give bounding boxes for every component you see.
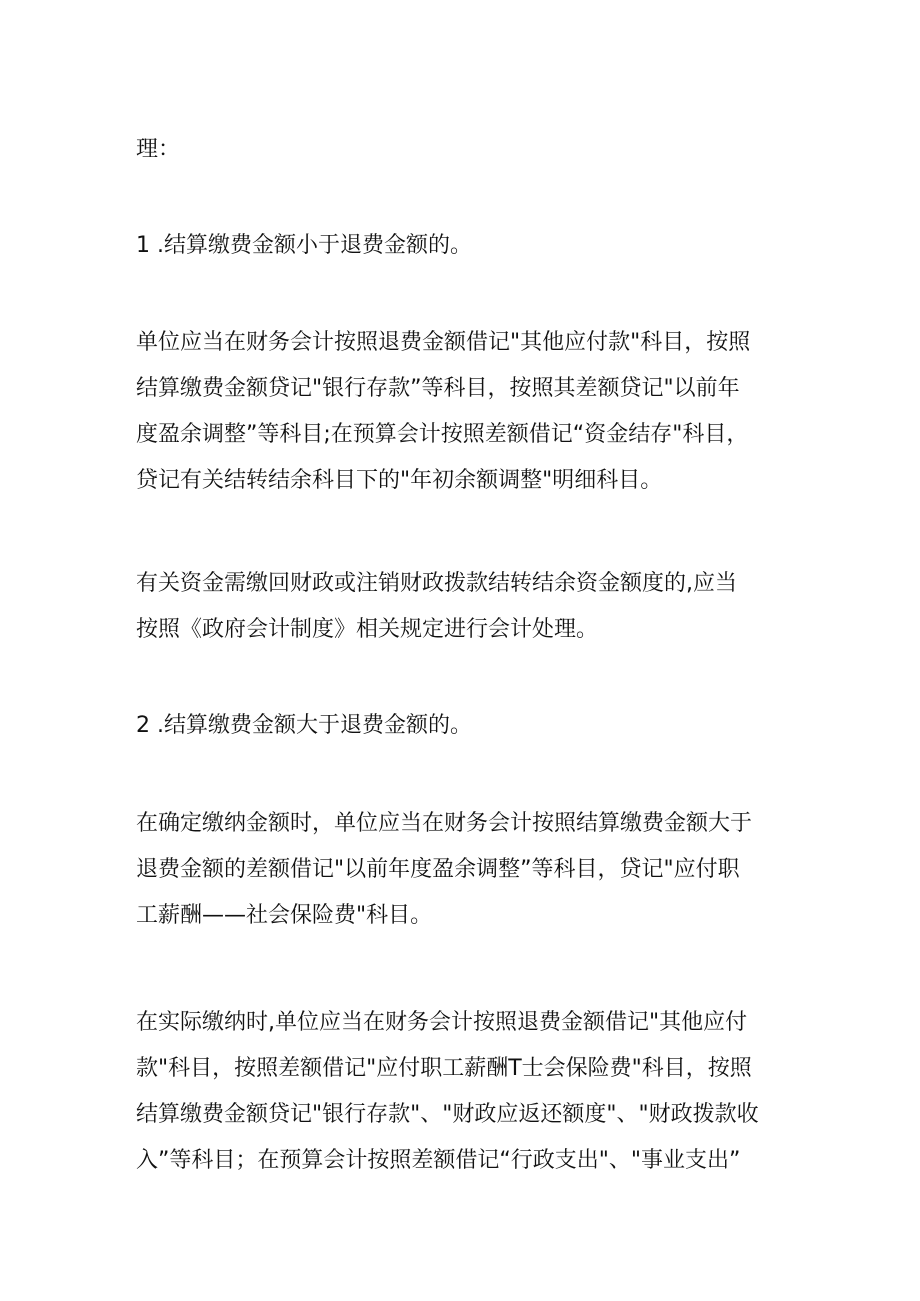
text-line: 单位应当在财务会计按照退费金额借记"其他应付款"科目，按照 <box>136 330 751 355</box>
text-line: 1 .结算缴费金额小于退费金额的。 <box>136 233 472 258</box>
text-line: 退费金额的差额借记"以前年度盈余调整”等科目，贷记"应付职 <box>136 857 740 882</box>
paragraph-case-2-determine <box>136 801 796 939</box>
text-line: 在实际缴纳时,单位应当在财务会计按照退费金额借记"其他应付 <box>136 1010 748 1035</box>
text-line: 按照《政府会计制度》相关规定进行会计处理。 <box>136 617 599 642</box>
text-line: 理： <box>136 137 181 162</box>
text-line: 款"科目，按照差额借记"应付职工薪酬T士会保险费"科目，按照 <box>136 1056 752 1081</box>
text-line: 入”等科目；在预算会计按照差额借记“行政支出"、"事业支出” <box>136 1148 741 1173</box>
text-line: 有关资金需缴回财政或注销财政拨款结转结余资金额度的,应当 <box>136 571 737 596</box>
paragraph-case-2-payment <box>136 1000 796 1184</box>
heading-case-2 <box>136 703 796 749</box>
text-line: 度盈余调整”等科目;在预算会计按照差额借记“资金结存"科目， <box>136 422 749 447</box>
paragraph-case-1-note <box>136 561 796 653</box>
text-line: 在确定缴纳金额时，单位应当在财务会计按照结算缴费金额大于 <box>136 811 753 836</box>
paragraph-intro <box>136 127 796 173</box>
text-line: 结算缴费金额贷记"银行存款”等科目，按照其差额贷记"以前年 <box>136 376 740 401</box>
text-line: 工薪酬——社会保险费"科目。 <box>136 903 433 928</box>
text-line: 贷记有关结转结余科目下的"年初余额调整"明细科目。 <box>136 468 663 493</box>
text-line: 结算缴费金额贷记"银行存款"、"财政应返还额度"、"财政拨款收 <box>136 1102 759 1127</box>
text-line: 2 .结算缴费金额大于退费金额的。 <box>136 713 472 738</box>
heading-case-1 <box>136 223 796 269</box>
paragraph-case-1-entries <box>136 320 796 504</box>
